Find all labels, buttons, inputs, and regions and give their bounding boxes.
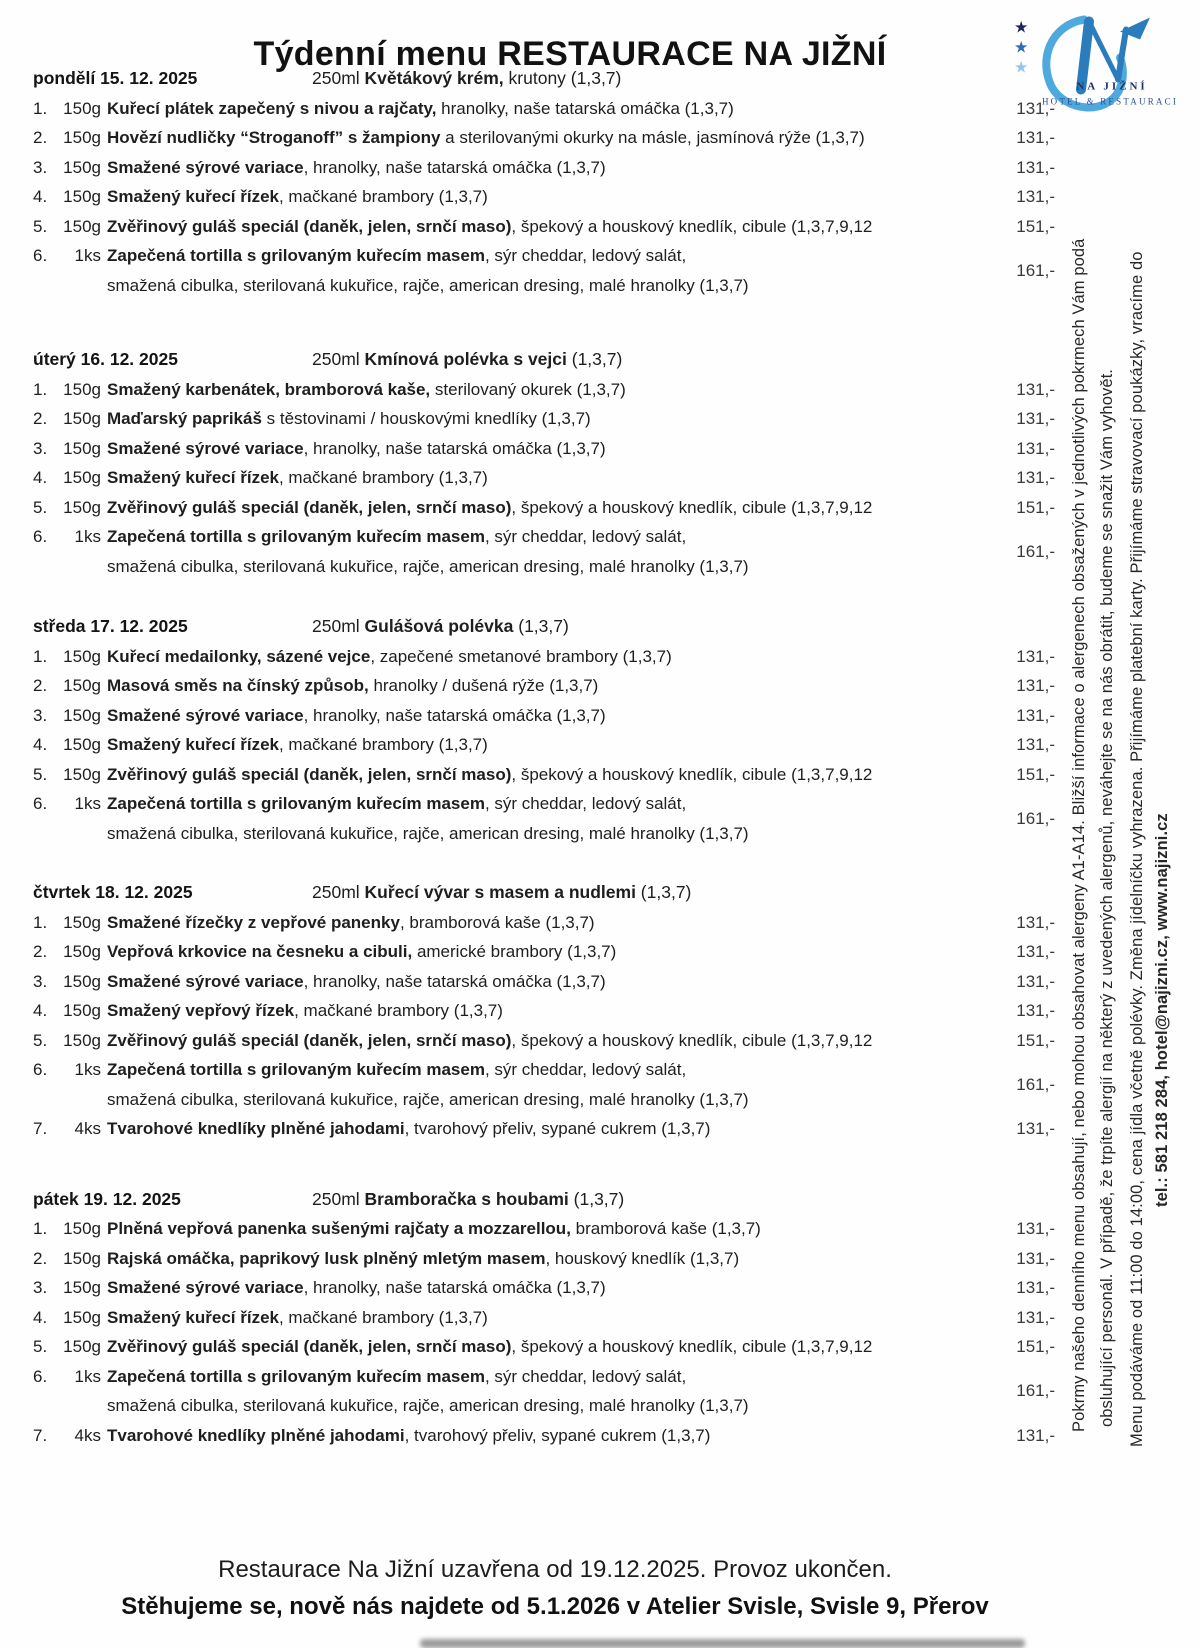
menu-item <box>33 493 1055 523</box>
allergen-note: obsluhující personál. V případě, že trpíte alergií na některý z uvedených alergenů, neváhejte se na nás obrátit, budeme se snažit Vám vyhovět. <box>1098 369 1116 1427</box>
day-header <box>33 612 1055 642</box>
item-price: 131,- <box>1016 157 1055 177</box>
day-date: úterý 16. 12. 2025 <box>33 349 178 369</box>
item-detail: a sterilovanými okurky na másle, jasmínová rýže (1,3,7) <box>440 128 865 147</box>
item-number: 6. <box>33 246 48 265</box>
item-detail: , hranolky, naše tatarská omáčka (1,3,7) <box>303 157 606 177</box>
item-price: 131,- <box>1016 379 1055 399</box>
menu-item <box>33 404 1055 434</box>
menu-item <box>33 789 1055 848</box>
item-number: 2. <box>33 942 48 961</box>
soup-line <box>312 612 1055 642</box>
item-quantity: 150g <box>63 128 101 147</box>
item-description <box>107 463 993 493</box>
item-number: 4. <box>33 1001 48 1020</box>
item-detail: , hranolky, naše tatarská omáčka (1,3,7) <box>303 438 606 458</box>
item-number: 4. <box>33 735 48 754</box>
item-description <box>107 701 993 731</box>
item-number: 1. <box>33 646 48 666</box>
item-quantity: 150g <box>63 1307 101 1327</box>
item-dish: Smažený karbenátek, bramborová kaše, <box>107 379 431 399</box>
item-dish: Masová směs na čínský způsob, <box>107 676 369 695</box>
item-price: 161,- <box>1016 260 1055 280</box>
item-dish: Kuřecí medailonky, sázené vejce <box>107 646 371 666</box>
soup-detail: (1,3,7) <box>566 349 623 369</box>
soup-volume: 250ml <box>312 68 360 88</box>
menu-item <box>33 1332 1055 1362</box>
soup-volume: 250ml <box>312 616 360 636</box>
item-number: 3. <box>33 157 48 177</box>
item-detail: , hranolky, naše tatarská omáčka (1,3,7) <box>303 705 606 725</box>
item-dish: Vepřová krkovice na česneku a cibuli, <box>107 942 413 961</box>
item-dish: Smažené sýrové variace <box>107 705 304 725</box>
day-items <box>33 94 1055 301</box>
item-dish: Zapečená tortilla s grilovaným kuřecím masem <box>107 1060 485 1079</box>
item-detail: , zapečené smetanové brambory (1,3,7) <box>370 646 672 666</box>
item-detail: , špekový a houskový knedlík, cibule (1,3,7,9,12 <box>511 497 873 517</box>
item-number: 5. <box>33 1030 48 1050</box>
item-description <box>107 493 993 523</box>
menu-item <box>33 937 1055 967</box>
item-price: 131,- <box>1016 676 1055 695</box>
item-detail: s těstovinami / houskovými knedlíky (1,3,7) <box>261 409 591 428</box>
menu-item <box>33 153 1055 183</box>
item-price: 131,- <box>1016 187 1055 206</box>
item-quantity: 150g <box>63 1337 101 1356</box>
item-number: 3. <box>33 705 48 725</box>
item-detail: , tvarohový přeliv, sypané cukrem (1,3,7) <box>404 1425 711 1445</box>
menu-item <box>33 760 1055 790</box>
item-detail: , hranolky, naše tatarská omáčka (1,3,7) <box>303 1278 606 1297</box>
item-dish: Smažený kuřecí řízek <box>107 1307 279 1327</box>
item-detail: , houskový knedlík (1,3,7) <box>545 1248 740 1268</box>
item-quantity: 150g <box>63 216 101 236</box>
soup-detail: (1,3,7) <box>513 616 569 636</box>
star-icon: ★ <box>1014 57 1029 77</box>
item-number: 7. <box>33 1119 48 1138</box>
item-dish: Smažené sýrové variace <box>107 157 304 177</box>
menu-item <box>33 1303 1055 1333</box>
item-number: 2. <box>33 128 48 147</box>
menu-item <box>33 241 1055 300</box>
item-description <box>107 1214 993 1244</box>
item-detail2: smažená cibulka, sterilovaná kukuřice, rajče, american dresing, malé hranolky (1,3,7) <box>107 1396 749 1415</box>
item-price: 151,- <box>1016 497 1055 517</box>
item-quantity: 150g <box>63 1030 101 1050</box>
soup-line <box>312 878 1055 908</box>
item-detail: hranolky, naše tatarská omáčka (1,3,7) <box>436 98 734 118</box>
item-price: 131,- <box>1016 438 1055 458</box>
day-items <box>33 1214 1055 1450</box>
item-quantity: 150g <box>63 98 101 118</box>
soup-detail: (1,3,7) <box>568 1188 625 1209</box>
menu-item <box>33 434 1055 464</box>
item-description <box>107 182 993 212</box>
item-price: 131,- <box>1016 1219 1055 1238</box>
item-number: 2. <box>33 409 48 428</box>
item-description <box>107 760 993 790</box>
menu-item <box>33 1055 1055 1114</box>
item-price: 161,- <box>1016 808 1055 828</box>
item-description <box>107 1273 993 1303</box>
item-dish: Smažené sýrové variace <box>107 438 304 458</box>
menu-item <box>33 375 1055 405</box>
item-dish: Zvěřinový guláš speciál (daněk, jelen, srnčí maso) <box>107 764 512 784</box>
item-price: 131,- <box>1016 98 1055 118</box>
allergen-note: Menu podáváme od 11:00 do 14:00, cena jídla včetně polévky. Změna jídelníčku vyhrazena. Přijímáme platební karty. Přijímáme stravovací poukázky, vracíme do <box>1128 251 1146 1447</box>
item-quantity: 1ks <box>74 527 101 546</box>
item-dish: Zvěřinový guláš speciál (daněk, jelen, srnčí maso) <box>107 1337 512 1356</box>
menu-item <box>33 701 1055 731</box>
item-number: 5. <box>33 216 48 236</box>
item-description <box>107 94 993 124</box>
item-quantity: 150g <box>63 1001 101 1020</box>
item-dish: Zapečená tortilla s grilovaným kuřecím masem <box>107 794 485 813</box>
item-price: 131,- <box>1016 128 1055 147</box>
item-number: 3. <box>33 438 48 458</box>
item-dish: Rajská omáčka, paprikový lusk plněný mletým masem <box>107 1248 546 1268</box>
item-number: 6. <box>33 1366 48 1386</box>
menu-item <box>33 967 1055 997</box>
soup-name: Gulášová polévka <box>364 616 514 636</box>
day-section <box>33 612 1055 848</box>
menu-item <box>33 123 1055 153</box>
soup-volume: 250ml <box>312 882 360 902</box>
contact-note: tel.: 581 218 284, hotel@najizni.cz, www.najizni.cz <box>1153 813 1171 1207</box>
item-detail: , špekový a houskový knedlík, cibule (1,3,7,9,12 <box>511 764 873 784</box>
item-quantity: 150g <box>63 187 101 206</box>
item-number: 3. <box>33 971 48 991</box>
day-section <box>33 345 1055 581</box>
menu-item <box>33 642 1055 672</box>
item-number: 1. <box>33 379 48 399</box>
item-description <box>107 967 993 997</box>
item-description <box>107 730 993 760</box>
item-quantity: 1ks <box>74 1366 101 1386</box>
item-detail: americké brambory (1,3,7) <box>412 942 617 961</box>
item-description <box>107 937 993 967</box>
item-dish: Smažené sýrové variace <box>107 971 304 991</box>
item-price: 131,- <box>1016 409 1055 428</box>
item-dish: Zvěřinový guláš speciál (daněk, jelen, srnčí maso) <box>107 216 512 236</box>
item-dish: Plněná vepřová panenka sušenými rajčaty a mozzarellou, <box>107 1219 571 1238</box>
menu-item <box>33 1273 1055 1303</box>
item-price: 131,- <box>1016 971 1055 991</box>
logo-subtitle-text: HOTEL & RESTAURACI <box>1041 96 1179 107</box>
item-description <box>107 123 993 153</box>
item-description <box>107 1055 993 1114</box>
item-detail2: smažená cibulka, sterilovaná kukuřice, rajče, american dresing, malé hranolky (1,3,7) <box>107 275 749 295</box>
item-number: 1. <box>33 912 48 932</box>
menu-item <box>33 1114 1055 1144</box>
item-quantity: 150g <box>63 676 101 695</box>
item-number: 4. <box>33 468 48 487</box>
soup-line <box>312 64 1055 94</box>
menu-item <box>33 463 1055 493</box>
item-dish: Tvarohové knedlíky plněné jahodami <box>107 1119 405 1138</box>
menu-item <box>33 1244 1055 1274</box>
item-dish: Smažený vepřový řízek <box>107 1001 295 1020</box>
item-description <box>107 1114 993 1144</box>
soup-volume: 250ml <box>312 1188 360 1209</box>
soup-volume: 250ml <box>312 349 360 369</box>
item-price: 131,- <box>1016 1119 1055 1138</box>
item-quantity: 150g <box>63 942 101 961</box>
item-price: 151,- <box>1016 216 1055 236</box>
item-dish: Smažené řízečky z vepřové panenky <box>107 912 400 932</box>
item-number: 1. <box>33 98 48 118</box>
item-quantity: 150g <box>63 912 101 932</box>
menu-item <box>33 1214 1055 1244</box>
footer <box>0 1551 1110 1625</box>
item-quantity: 4ks <box>74 1119 101 1138</box>
item-price: 131,- <box>1016 735 1055 754</box>
item-description <box>107 153 993 183</box>
item-quantity: 150g <box>63 735 101 754</box>
item-description <box>107 1421 993 1451</box>
item-quantity: 1ks <box>74 794 101 813</box>
item-price: 151,- <box>1016 1337 1055 1356</box>
day-section <box>33 64 1055 300</box>
item-quantity: 1ks <box>74 246 101 265</box>
item-dish: Kuřecí plátek zapečený s nivou a rajčaty, <box>107 98 437 118</box>
menu-item <box>33 996 1055 1026</box>
item-number: 2. <box>33 676 48 695</box>
item-price: 131,- <box>1016 468 1055 487</box>
soup-name: Kuřecí vývar s masem a nudlemi <box>364 882 636 902</box>
soup-name: Květákový krém, <box>364 68 504 88</box>
menu-item <box>33 212 1055 242</box>
item-number: 4. <box>33 1307 48 1327</box>
item-description <box>107 212 993 242</box>
item-number: 7. <box>33 1425 48 1445</box>
item-detail: , sýr cheddar, ledový salát, <box>484 527 687 546</box>
item-dish: Zapečená tortilla s grilovaným kuřecím masem <box>107 527 485 546</box>
logo-n-mark <box>1046 18 1150 108</box>
item-dish: Zapečená tortilla s grilovaným kuřecím masem <box>107 1366 485 1386</box>
item-dish: Smažený kuřecí řízek <box>107 187 279 206</box>
item-quantity: 1ks <box>74 1060 101 1079</box>
day-section <box>33 1185 1055 1451</box>
item-detail: , mačkané brambory (1,3,7) <box>278 187 488 206</box>
item-number: 5. <box>33 764 48 784</box>
menu-item <box>33 182 1055 212</box>
day-date: pátek 19. 12. 2025 <box>33 1188 181 1209</box>
item-detail2: smažená cibulka, sterilovaná kukuřice, rajče, american dresing, malé hranolky (1,3,7) <box>107 1089 749 1109</box>
day-date: pondělí 15. 12. 2025 <box>33 68 198 88</box>
item-quantity: 150g <box>63 157 101 177</box>
soup-line <box>312 345 1055 375</box>
item-detail: bramborová kaše (1,3,7) <box>570 1219 761 1238</box>
item-quantity: 150g <box>63 497 101 517</box>
item-detail: , tvarohový přeliv, sypané cukrem (1,3,7) <box>404 1119 711 1138</box>
item-detail: , sýr cheddar, ledový salát, <box>484 794 687 813</box>
item-number: 2. <box>33 1248 48 1268</box>
item-price: 131,- <box>1016 1425 1055 1445</box>
item-quantity: 4ks <box>74 1425 101 1445</box>
item-price: 161,- <box>1016 541 1055 561</box>
logo-brand-text: NA JIŽNÍ <box>1076 80 1148 93</box>
item-dish: Smažené sýrové variace <box>107 1278 304 1297</box>
menu-item <box>33 671 1055 701</box>
star-icon: ★ <box>1014 17 1029 37</box>
menu-item <box>33 522 1055 581</box>
item-number: 6. <box>33 527 48 546</box>
item-description <box>107 1026 993 1056</box>
item-price: 131,- <box>1016 1307 1055 1327</box>
item-number: 5. <box>33 497 48 517</box>
item-price: 131,- <box>1016 1001 1055 1020</box>
item-price: 161,- <box>1016 1381 1055 1401</box>
item-description <box>107 789 993 848</box>
item-price: 131,- <box>1016 942 1055 961</box>
item-number: 6. <box>33 1060 48 1079</box>
item-quantity: 150g <box>63 379 101 399</box>
day-header <box>33 878 1055 908</box>
soup-name: Bramboračka s houbami <box>364 1188 569 1209</box>
item-dish: Tvarohové knedlíky plněné jahodami <box>107 1425 405 1445</box>
item-number: 1. <box>33 1219 48 1238</box>
item-description <box>107 996 993 1026</box>
item-price: 131,- <box>1016 912 1055 932</box>
item-quantity: 150g <box>63 409 101 428</box>
item-number: 5. <box>33 1337 48 1356</box>
day-header <box>33 345 1055 375</box>
day-date: čtvrtek 18. 12. 2025 <box>33 882 193 902</box>
item-price: 151,- <box>1016 1030 1055 1050</box>
item-detail2: smažená cibulka, sterilovaná kukuřice, rajče, american dresing, malé hranolky (1,3,7) <box>107 823 749 843</box>
item-detail: , mačkané brambory (1,3,7) <box>294 1001 503 1020</box>
item-dish: Zvěřinový guláš speciál (daněk, jelen, srnčí maso) <box>107 497 512 517</box>
item-dish: Zapečená tortilla s grilovaným kuřecím masem <box>107 246 485 265</box>
menu-item <box>33 1421 1055 1451</box>
cutoff-text-artifact <box>420 1639 1025 1648</box>
item-detail2: smažená cibulka, sterilovaná kukuřice, rajče, american dresing, malé hranolky (1,3,7) <box>107 556 749 576</box>
soup-detail: (1,3,7) <box>635 882 692 902</box>
item-price: 131,- <box>1016 1248 1055 1268</box>
item-price: 151,- <box>1016 764 1055 784</box>
soup-name: Kmínová polévka s vejci <box>364 349 567 369</box>
item-description <box>107 404 993 434</box>
item-dish: Smažený kuřecí řízek <box>107 468 279 487</box>
item-detail: , špekový a houskový knedlík, cibule (1,3,7,9,12 <box>511 216 873 236</box>
day-header <box>33 1185 1055 1215</box>
item-description <box>107 908 993 938</box>
item-detail: , sýr cheddar, ledový salát, <box>484 1060 687 1079</box>
item-detail: , mačkané brambory (1,3,7) <box>278 1307 488 1327</box>
item-detail: , špekový a houskový knedlík, cibule (1,3,7,9,12 <box>511 1030 873 1050</box>
day-date: středa 17. 12. 2025 <box>33 616 188 636</box>
item-description <box>107 671 993 701</box>
item-description <box>107 1303 993 1333</box>
day-items <box>33 908 1055 1144</box>
item-dish: Smažený kuřecí řízek <box>107 735 279 754</box>
item-detail: , mačkané brambory (1,3,7) <box>278 468 488 487</box>
item-description <box>107 434 993 464</box>
item-dish: Hovězí nudličky “Stroganoff” s žampiony <box>107 128 441 147</box>
item-detail: , bramborová kaše (1,3,7) <box>399 912 595 932</box>
soup-detail: krutony (1,3,7) <box>503 68 622 88</box>
item-quantity: 150g <box>63 971 101 991</box>
item-detail: , sýr cheddar, ledový salát, <box>484 246 687 265</box>
item-price: 131,- <box>1016 646 1055 666</box>
item-detail: , hranolky, naše tatarská omáčka (1,3,7) <box>303 971 606 991</box>
item-description <box>107 1362 993 1421</box>
item-price: 161,- <box>1016 1074 1055 1094</box>
item-detail: , sýr cheddar, ledový salát, <box>484 1366 687 1386</box>
item-dish: Zvěřinový guláš speciál (daněk, jelen, srnčí maso) <box>107 1030 512 1050</box>
item-description <box>107 375 993 405</box>
item-description <box>107 642 993 672</box>
item-quantity: 150g <box>63 1278 101 1297</box>
item-quantity: 150g <box>63 1248 101 1268</box>
item-description <box>107 1332 993 1362</box>
closure-notice: Restaurace Na Jižní uzavřena od 19.12.2025. Provoz ukončen. <box>218 1556 892 1583</box>
item-detail: , mačkané brambory (1,3,7) <box>278 735 488 754</box>
item-dish: Maďarský paprikáš <box>107 409 262 428</box>
item-quantity: 150g <box>63 705 101 725</box>
item-detail: hranolky / dušená rýže (1,3,7) <box>368 676 599 695</box>
item-number: 4. <box>33 187 48 206</box>
item-quantity: 150g <box>63 468 101 487</box>
menu-item <box>33 94 1055 124</box>
allergen-note: Pokrmy našeho denního menu obsahují, nebo mohou obsahovat alergeny A1-A14. Bližší informace o alergenech obsažených v jednotlivých pokrmech Vám podá <box>1070 238 1088 1432</box>
star-icon: ★ <box>1014 37 1029 57</box>
day-section <box>33 878 1055 1144</box>
day-items <box>33 642 1055 849</box>
item-quantity: 150g <box>63 1219 101 1238</box>
item-quantity: 150g <box>63 764 101 784</box>
menu-item <box>33 1362 1055 1421</box>
item-description <box>107 241 993 300</box>
item-detail: , špekový a houskový knedlík, cibule (1,3,7,9,12 <box>511 1337 873 1356</box>
menu-item <box>33 1026 1055 1056</box>
item-price: 131,- <box>1016 1278 1055 1297</box>
item-number: 6. <box>33 794 48 813</box>
menu-item <box>33 730 1055 760</box>
item-number: 3. <box>33 1278 48 1297</box>
day-header <box>33 64 1055 94</box>
menu-item <box>33 908 1055 938</box>
item-price: 131,- <box>1016 705 1055 725</box>
item-quantity: 150g <box>63 646 101 666</box>
relocation-notice: Stěhujeme se, nově nás najdete od 5.1.2026 v Atelier Svisle, Svisle 9, Přerov <box>121 1593 989 1620</box>
item-description <box>107 522 993 581</box>
soup-line <box>312 1185 1055 1215</box>
item-quantity: 150g <box>63 438 101 458</box>
item-detail: sterilovaný okurek (1,3,7) <box>430 379 626 399</box>
day-items <box>33 375 1055 582</box>
weekly-menu <box>33 64 1055 1450</box>
item-description <box>107 1244 993 1274</box>
page-title: Týdenní menu RESTAURACE NA JIŽNÍ <box>253 34 887 73</box>
